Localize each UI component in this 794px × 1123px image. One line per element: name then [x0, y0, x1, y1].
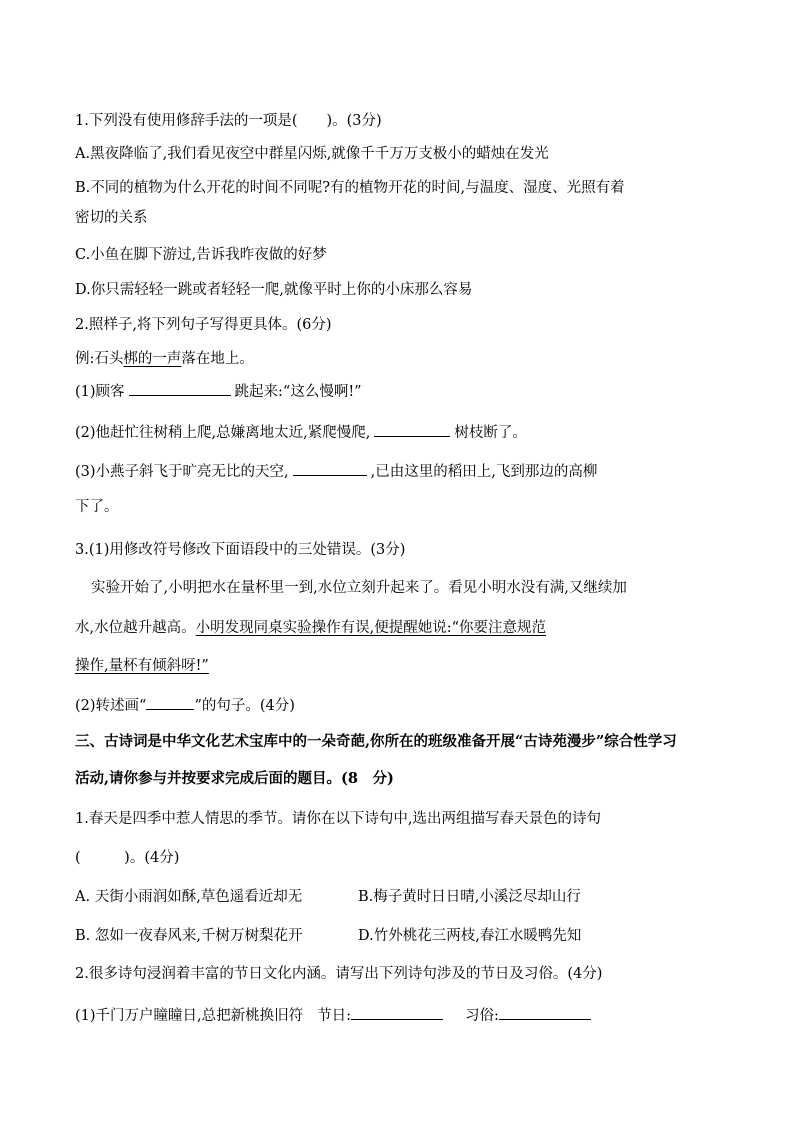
- q3-paragraph-line2: [75, 619, 546, 637]
- q1-option-b-line2: 密切的关系: [75, 210, 148, 226]
- q2-example: [75, 350, 254, 368]
- q1-option-c: C.小鱼在脚下游过,告诉我昨夜做的好梦: [75, 247, 327, 263]
- poem-q1-option-b: B.梅子黄时日日晴,小溪泛尽却山行: [358, 889, 581, 905]
- q1-option-a: A.黑夜降临了,我们看见夜空中群星闪烁,就像千千万万支极小的蜡烛在发光: [75, 146, 549, 162]
- p2-plain: 水,水位越升越高。: [75, 620, 196, 636]
- answer-blank[interactable]: [293, 461, 367, 476]
- answer-blank[interactable]: [374, 422, 450, 437]
- s1-text-b: 跳起来:“这么慢啊!”: [234, 384, 362, 400]
- custom-label: 习俗:: [465, 1008, 499, 1024]
- s2-text-b: 树枝断了。: [454, 425, 527, 441]
- s3-text-b: ,已由这里的稻田上,飞到那边的高柳: [370, 464, 598, 480]
- q1-stem: 1.下列没有使用修辞手法的一项是( )。(3分): [75, 113, 382, 129]
- p2-underlined: 小明发现同桌实验操作有误,便提醒她说:“你要注意规范: [195, 620, 547, 636]
- underline-mark: [146, 695, 194, 710]
- custom-blank[interactable]: [499, 1005, 591, 1020]
- example-suffix: 落在地上。: [181, 351, 254, 367]
- poem-q2-verse: (1)千门万户瞳瞳日,总把新桃换旧符: [75, 1008, 304, 1024]
- s2-text-a: (2)他赶忙往树稍上爬,总嫌离地太近,紧爬慢爬,: [75, 425, 371, 441]
- q2-sentence-1: [75, 381, 362, 401]
- poem-q1-option-d: D.竹外桃花三两枝,春江水暖鸭先知: [358, 928, 582, 944]
- section3-heading-line2: 活动,请你参与并按要求完成后面的题目。(8 分): [75, 770, 394, 787]
- q1-option-b-line1: B.不同的植物为什么开花的时间不同呢?有的植物开花的时间,与温度、湿度、光照有着: [75, 180, 625, 196]
- section3-heading-line1: 三、古诗词是中华文化艺术宝库中的一朵奇葩,你所在的班级准备开展“古诗苑漫步”综合性学习: [75, 733, 677, 750]
- q3-part2: [75, 695, 295, 715]
- festival-blank[interactable]: [351, 1005, 443, 1020]
- q3-part2-a: (2)转述画“: [75, 698, 147, 714]
- s3-text-a: (3)小燕子斜飞于旷亮无比的天空,: [75, 464, 289, 480]
- answer-blank[interactable]: [129, 381, 231, 396]
- q2-sentence-3: [75, 461, 597, 481]
- festival-label: 节日:: [317, 1008, 352, 1024]
- q3-paragraph-line1: 实验开始了,小明把水在量杯里一到,水位立刻升起来了。看见小明水没有满,又继续加: [91, 580, 627, 596]
- poem-q2-line1: [75, 1005, 591, 1025]
- example-underlined: 梆的一声: [123, 351, 182, 367]
- q2-sentence-3-cont: 下了。: [75, 499, 119, 515]
- poem-q1-stem: 1.春天是四季中惹人情思的季节。请你在以下诗句中,选出两组描写春天景色的诗句: [75, 811, 601, 827]
- s1-text-a: (1)顾客: [75, 384, 125, 400]
- q2-stem: 2.照样子,将下列句子写得更具体。(6分): [75, 317, 332, 333]
- poem-q2-stem: 2.很多诗句浸润着丰富的节日文化内涵。请写出下列诗句涉及的节日及习俗。(4分): [75, 966, 603, 982]
- q1-option-d: D.你只需轻轻一跳或者轻轻一爬,就像平时上你的小床那么容易: [75, 282, 473, 298]
- q3-paragraph-line3: [75, 657, 209, 675]
- example-prefix: 例:石头: [75, 351, 124, 367]
- q3-stem: 3.(1)用修改符号修改下面语段中的三处错误。(3分): [75, 542, 406, 558]
- q3-part2-b: ”的句子。(4分): [194, 698, 295, 714]
- p3-underlined: 操作,量杯有倾斜呀!”: [75, 658, 209, 674]
- q2-sentence-2: [75, 422, 527, 442]
- poem-q1-paren: ( )。(4分): [75, 850, 180, 866]
- poem-q1-option-c: B. 忽如一夜春风来,千树万树梨花开: [75, 928, 303, 944]
- poem-q1-option-a: A. 天街小雨润如酥,草色遥看近却无: [75, 889, 303, 905]
